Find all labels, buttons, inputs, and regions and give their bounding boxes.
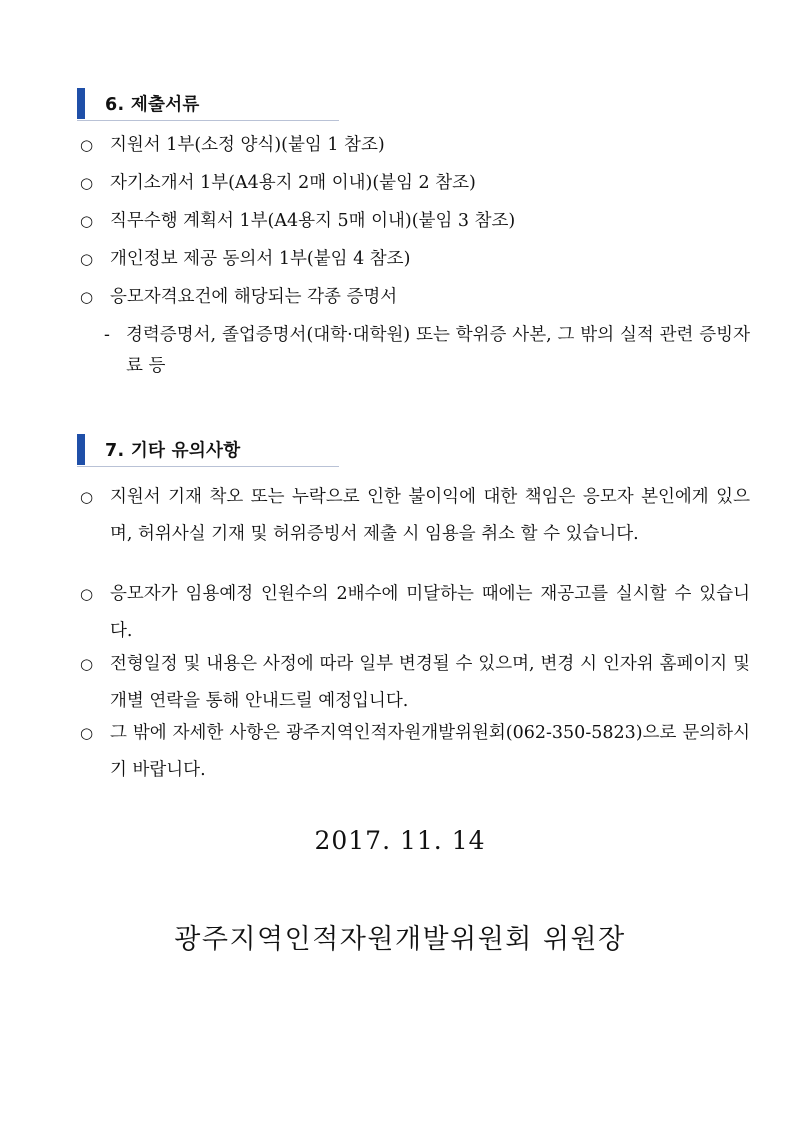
dash-bullet-icon: -: [104, 325, 110, 345]
issuer-signature-line: 광주지역인적자원개발위원회 위원장: [174, 924, 626, 955]
item-text: 개인정보 제공 동의서 1부(붙임 4 참조): [110, 249, 411, 269]
sub-item-text: 경력증명서, 졸업증명서(대학·대학원) 또는 학위증 사본, 그 밖의 실적 관련 증빙자료 등: [126, 325, 750, 376]
list-item: [80, 576, 750, 650]
section-6-header: [77, 86, 339, 121]
list-item: [80, 479, 750, 553]
circle-bullet-icon: ○: [80, 288, 94, 306]
item-text: 전형일정 및 내용은 사정에 따라 일부 변경될 수 있으며, 변경 시 인자위 홈페이지 및 개별 연락을 통해 안내드릴 예정입니다.: [110, 654, 750, 711]
item-text: 지원서 1부(소정 양식)(붙임 1 참조): [110, 135, 385, 155]
circle-bullet-icon: ○: [80, 174, 94, 192]
list-item: [80, 203, 750, 240]
circle-bullet-icon: ○: [80, 212, 94, 230]
section-7-title: 7. 기타 유의사항: [105, 441, 241, 461]
circle-bullet-icon: ○: [80, 724, 94, 742]
circle-bullet-icon: ○: [80, 585, 94, 603]
item-text: 지원서 기재 착오 또는 누락으로 인한 불이익에 대한 책임은 응모자 본인에게 있으며, 허위사실 기재 및 허위증빙서 제출 시 임용을 취소 할 수 있습니다.: [110, 487, 750, 544]
list-item: [80, 279, 750, 316]
list-item: [80, 241, 750, 278]
list-item: [80, 715, 750, 789]
sub-list-item: [104, 320, 750, 382]
circle-bullet-icon: ○: [80, 136, 94, 154]
item-text: 직무수행 계획서 1부(A4용지 5매 이내)(붙임 3 참조): [110, 211, 516, 231]
section-accent-bar: [77, 434, 85, 465]
item-text: 그 밖에 자세한 사항은 광주지역인적자원개발위원회(062-350-5823)으로 문의하시기 바랍니다.: [110, 723, 750, 780]
section-accent-bar: [77, 88, 85, 119]
circle-bullet-icon: ○: [80, 250, 94, 268]
circle-bullet-icon: ○: [80, 655, 94, 673]
circle-bullet-icon: ○: [80, 488, 94, 506]
list-item: [80, 646, 750, 720]
item-text: 응모자가 임용예정 인원수의 2배수에 미달하는 때에는 재공고를 실시할 수 있습니다.: [110, 584, 750, 641]
section-6-title: 6. 제출서류: [105, 95, 200, 115]
list-item: [80, 127, 750, 164]
list-item: [80, 165, 750, 202]
document-date: 2017. 11. 14: [314, 826, 486, 855]
section-7-header: [77, 432, 339, 467]
item-text: 응모자격요건에 해당되는 각종 증명서: [110, 287, 398, 307]
item-text: 자기소개서 1부(A4용지 2매 이내)(붙임 2 참조): [110, 173, 476, 193]
